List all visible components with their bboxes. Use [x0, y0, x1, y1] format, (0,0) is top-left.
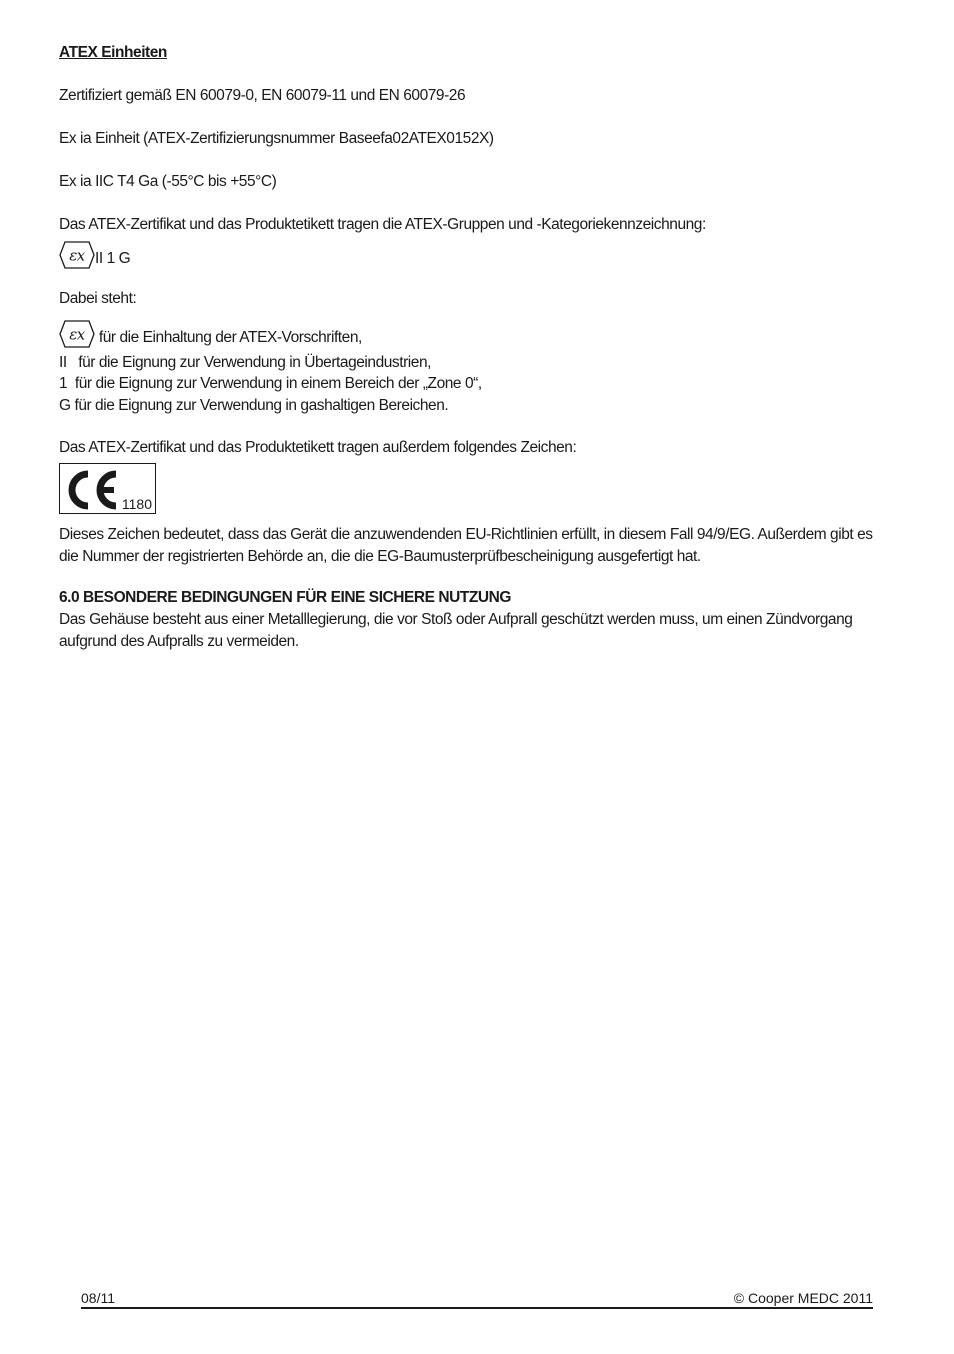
legend-ex-text: für die Einhaltung der ATEX-Vorschriften, [98, 329, 362, 346]
footer-copyright: © Cooper MEDC 2011 [733, 1290, 873, 1306]
protection-code: Ex ia IIC T4 Ga (-55°C bis +55°C) [59, 173, 277, 190]
legend-intro: Dabei steht: [59, 290, 137, 307]
ex-hexagon-icon [59, 241, 95, 269]
ce-mark-box [59, 463, 156, 514]
svg-text:εx: εx [69, 325, 85, 344]
atex-marking [59, 241, 130, 269]
legend-ex-line [59, 320, 362, 348]
legend-category: 1 für die Eignung zur Verwendung in einem Bereich der „Zone 0“, [59, 375, 482, 392]
certificate-number: Ex ia Einheit (ATEX-Zertifizierungsnummer Baseefa02ATEX0152X) [59, 130, 494, 147]
ce-mark-icon [64, 470, 120, 510]
certification-standards: Zertifiziert gemäß EN 60079-0, EN 60079-11 und EN 60079-26 [59, 87, 466, 104]
notified-body-number: 1180 [121, 496, 152, 512]
marking-code: II 1 G [95, 250, 131, 267]
legend-group: II für die Eignung zur Verwendung in Übertageindustrien, [59, 354, 431, 371]
ex-hexagon-icon [59, 320, 95, 348]
section-conditions-text: Das Gehäuse besteht aus einer Metalllegierung, die vor Stoß oder Aufprall geschützt werden muss, um einen Zündvorgang aufgrund des Aufpralls zu vermeiden. [59, 611, 853, 650]
section-heading-atex: ATEX Einheiten [59, 44, 167, 61]
footer-date: 08/11 [81, 1290, 115, 1306]
legend-gas: G für die Eignung zur Verwendung in gashaltigen Bereichen. [59, 397, 449, 414]
marking-intro: Das ATEX-Zertifikat und das Produktetikett tragen die ATEX-Gruppen und -Kategoriekennzeichnung: [59, 216, 706, 233]
section-heading-conditions: 6.0 BESONDERE BEDINGUNGEN FÜR EINE SICHERE NUTZUNG [59, 589, 512, 606]
ce-intro: Das ATEX-Zertifikat und das Produktetikett tragen außerdem folgendes Zeichen: [59, 439, 577, 456]
ce-explanation: Dieses Zeichen bedeutet, dass das Gerät die anzuwendenden EU-Richtlinien erfüllt, in diesem Fall 94/9/EG. Außerdem gibt es die Nummer der registrierten Behörde an, die die EG-Baumusterprüfbescheinigung ausgefertigt hat. [59, 526, 873, 565]
svg-text:εx: εx [69, 246, 85, 265]
footer-divider [81, 1307, 873, 1309]
